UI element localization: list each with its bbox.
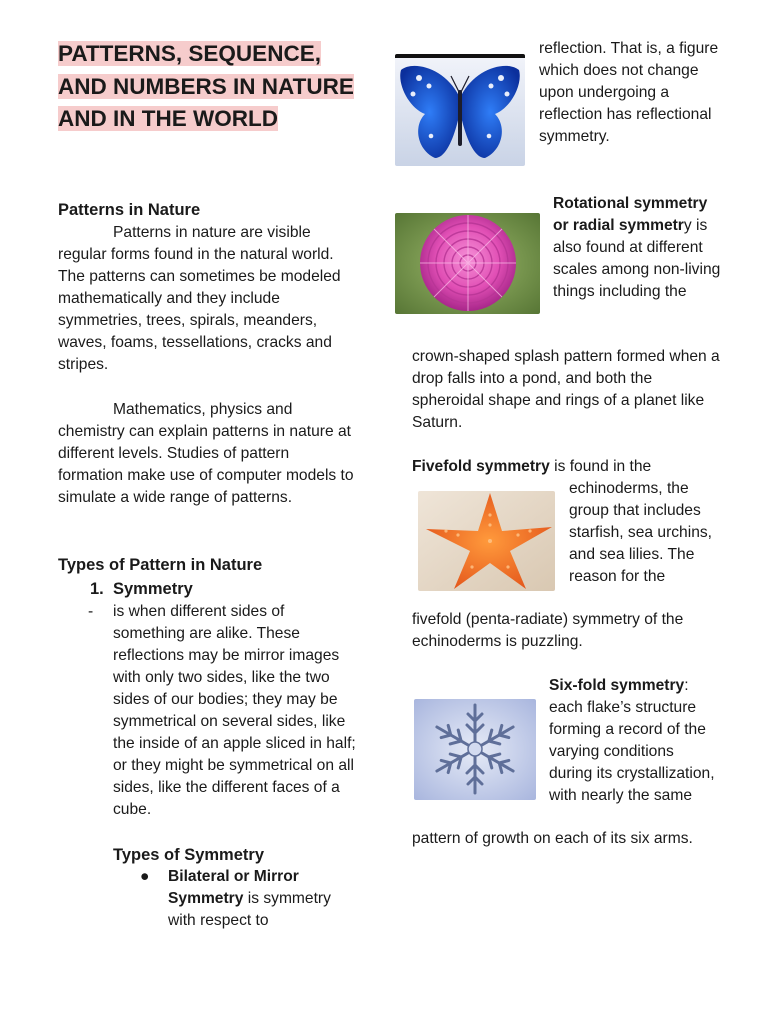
rotational-bold: Rotational symmetry or radial symmetr: [553, 195, 708, 234]
bullet-marker: ●: [140, 868, 150, 885]
dash-marker: -: [88, 603, 94, 620]
page-title: PATTERNS, SEQUENCE, AND NUMBERS IN NATURE AND IN THE WORLD: [58, 41, 354, 131]
paragraph-mathematics: Mathematics, physics and chemistry can explain patterns in nature at different levels. Studies of pattern formation make use of computer models to simulate a wide range of patterns.: [58, 401, 354, 506]
paragraph-patterns-intro: Patterns in nature are visible regular forms found in the natural world. The patterns can sometimes be modeled mathematically and they include symmetries, trees, spirals, meanders, waves, foams, tessellations, cracks and stripes.: [58, 224, 341, 373]
heading-types-of-pattern: Types of Pattern in Nature: [58, 556, 263, 574]
snowflake-image: [414, 699, 536, 800]
butterfly-image: [395, 54, 525, 166]
sixfold-bold: Six-fold symmetry: [549, 677, 685, 694]
paragraph-fivefold-a: [412, 456, 722, 478]
paragraph-sixfold-b: pattern of growth on each of its six arms.: [412, 830, 693, 847]
paragraph-symmetry-definition: is when different sides of something are alike. These reflections may be mirror images with only two sides, like the two sides of our bodies; they may be symmetrical on several sides, like the inside of an apple sliced in half; or they might be symmetrical on all sides, like the different faces of a cube.: [113, 603, 356, 818]
dahlia-image: [395, 213, 540, 314]
list-title-symmetry: Symmetry: [113, 580, 193, 598]
paragraph-sixfold-a: [549, 675, 721, 807]
heading-patterns-in-nature: Patterns in Nature: [58, 201, 201, 219]
bilateral-rest: is symmetry with respect to: [168, 890, 331, 929]
paragraph-rotational-b: crown-shaped splash pattern formed when a drop falls into a pond, and both the spheroidal shape and rings of a planet like Saturn.: [412, 348, 720, 431]
paragraph-rotational-a: [553, 193, 723, 303]
rotational-rest: y is also found at different scales among non-living things including the: [553, 217, 721, 300]
paragraph-reflection: reflection. That is, a figure which does not change upon undergoing a reflection has reflectional symmetry.: [539, 40, 719, 145]
fivefold-rest-a: is found in the: [549, 458, 652, 475]
paragraph-fivefold-b: echinoderms, the group that includes starfish, sea urchins, and sea lilies. The reason for the: [569, 480, 713, 585]
list-number: 1.: [90, 580, 104, 598]
bilateral-bold: Bilateral or Mirror Symmetry: [168, 868, 299, 907]
starfish-image: [418, 491, 555, 591]
paragraph-fivefold-c: fivefold (penta-radiate) symmetry of the echinoderms is puzzling.: [412, 611, 684, 650]
fivefold-bold: Fivefold symmetry: [412, 458, 550, 475]
heading-types-of-symmetry: Types of Symmetry: [113, 846, 264, 864]
sixfold-rest-a: : each flake’s structure forming a record of the varying conditions during its crystallization, with nearly the same: [549, 677, 715, 804]
paragraph-bilateral-symmetry: [168, 866, 358, 932]
